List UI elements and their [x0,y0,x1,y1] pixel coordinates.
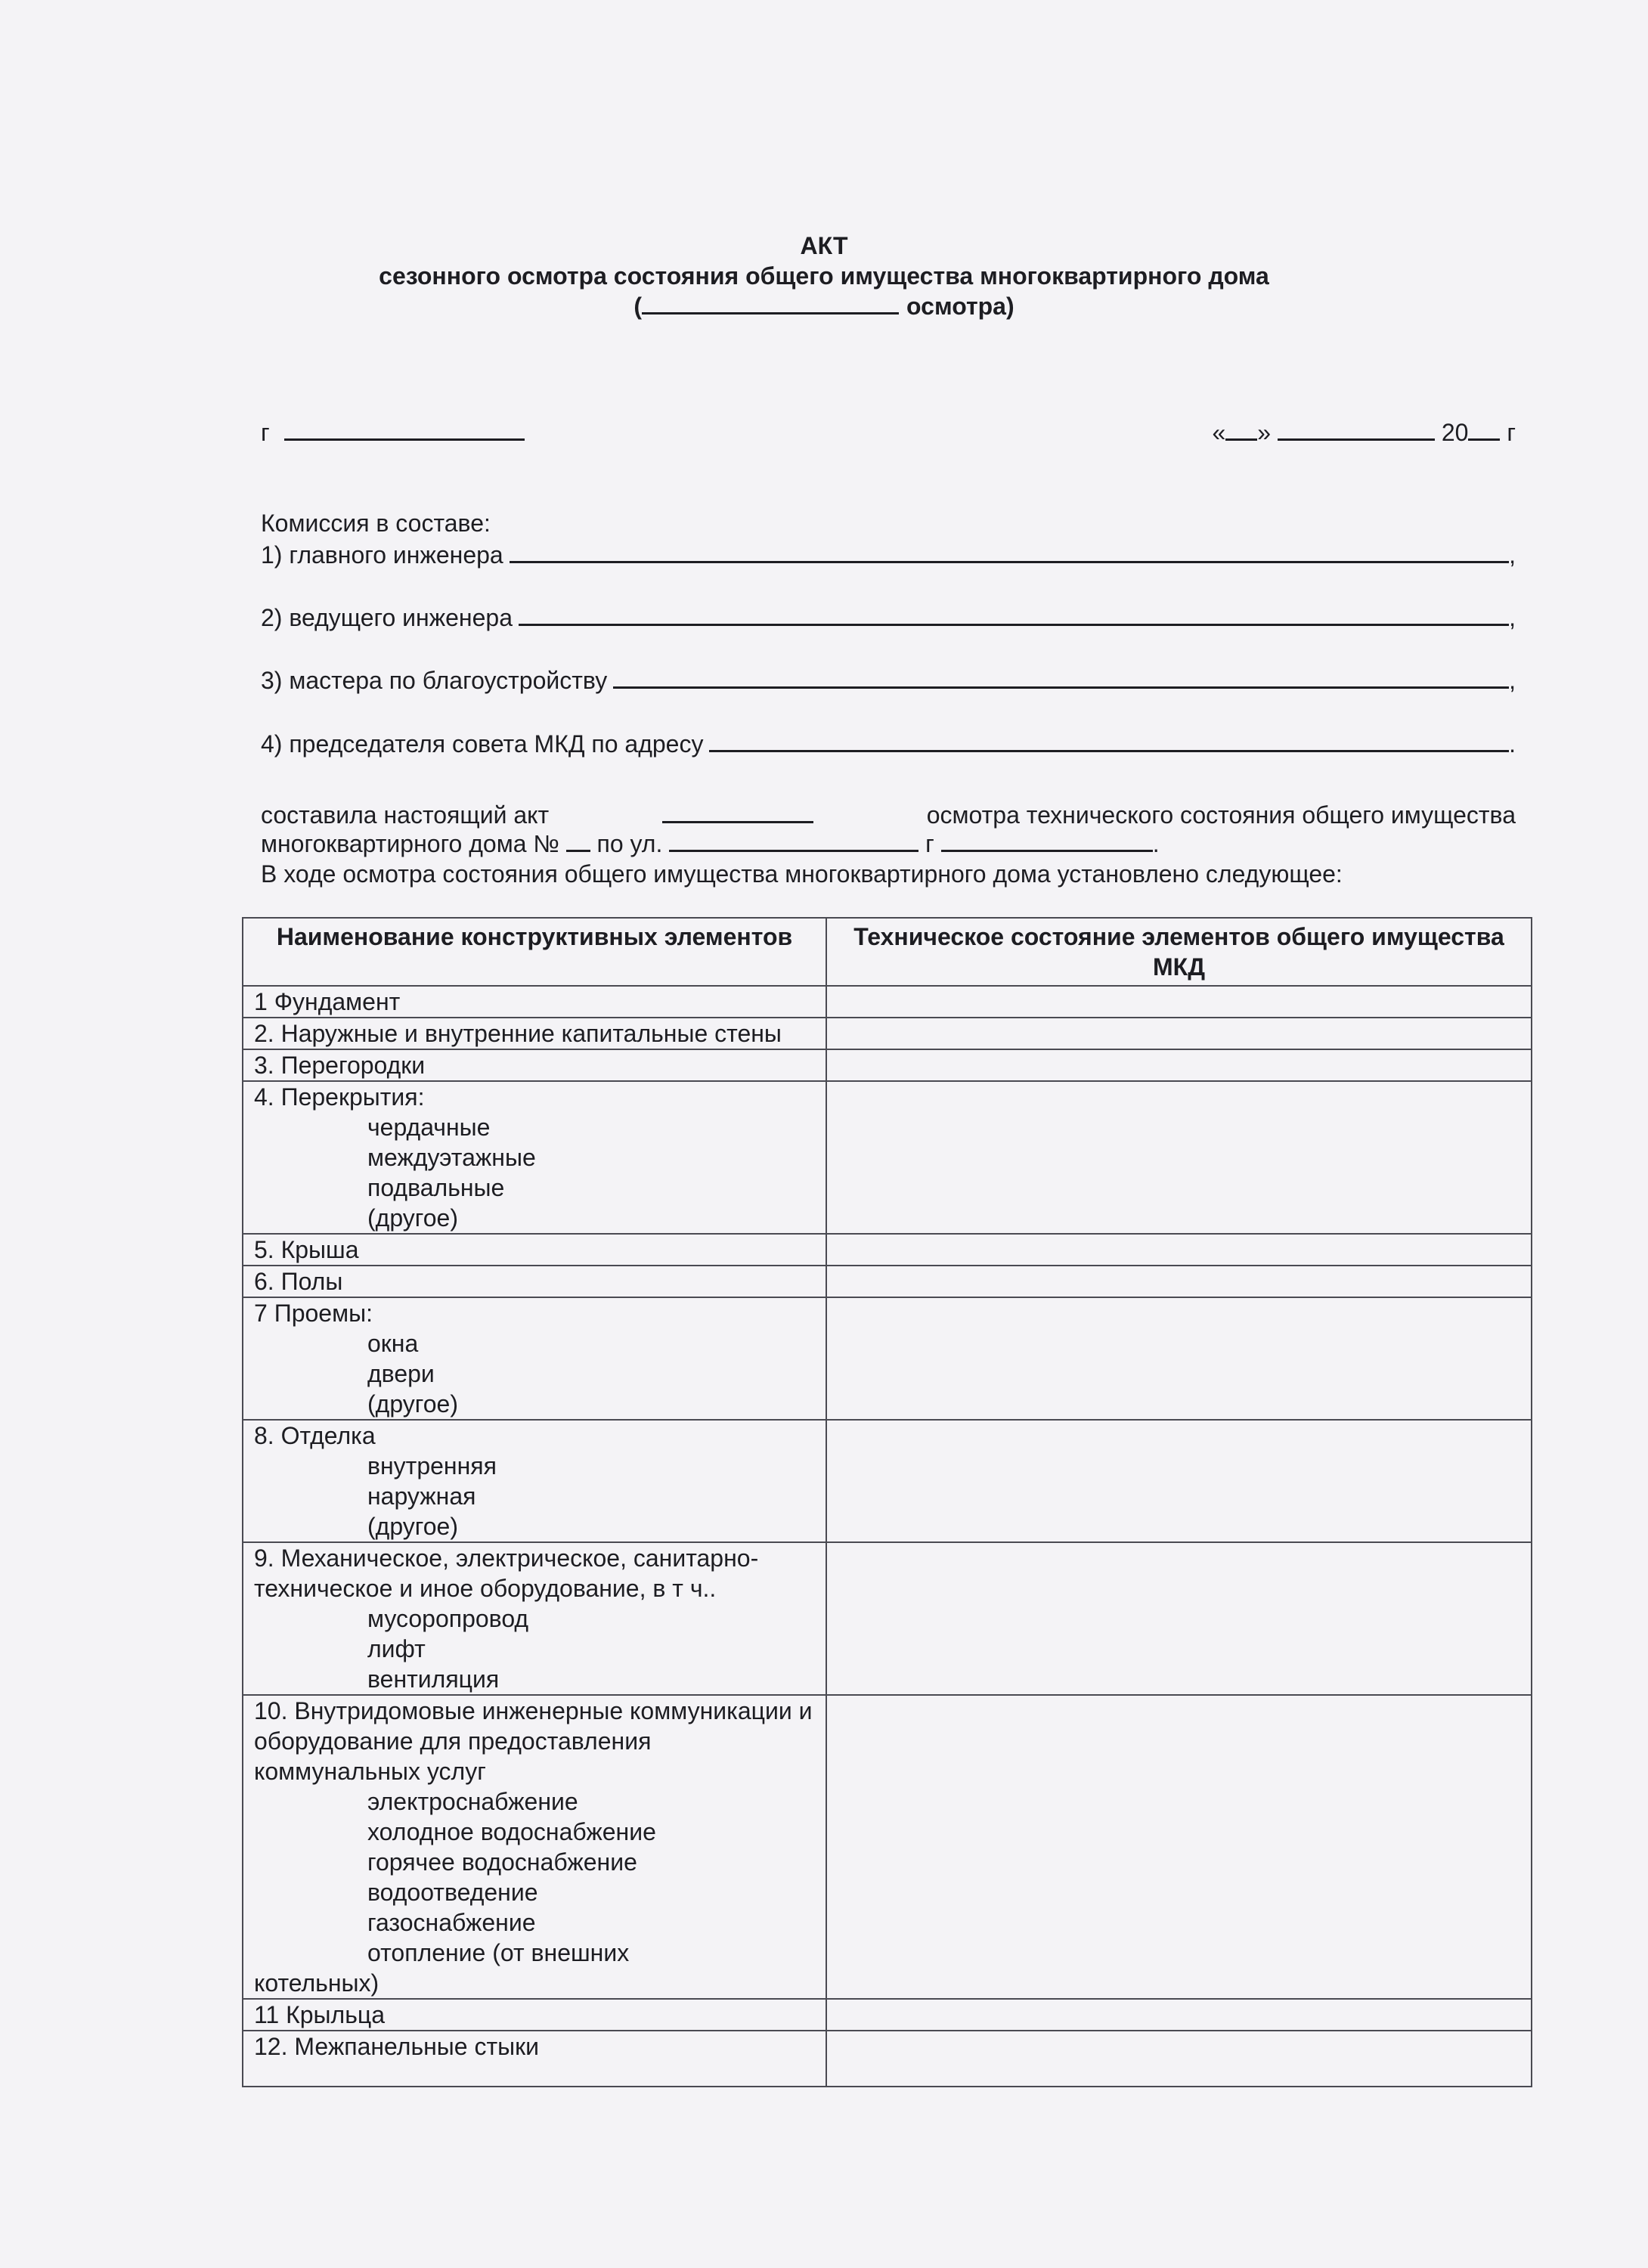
commission-member-4 [261,729,1516,759]
element-sub: окна [367,1330,419,1357]
inspection-type-label: осмотра) [906,293,1015,320]
member-address-blank[interactable] [709,730,1509,752]
statement-part6: . [1152,830,1160,857]
findings-text: В ходе осмотра состояния общего имущества многоквартирного дома установлено следующее: [261,860,1343,888]
house-number-blank[interactable] [566,830,590,852]
commission-intro: Комиссия в составе: [261,510,491,537]
element-sub: (другое) [367,1204,458,1232]
element-sub: водоотведение [367,1879,538,1906]
commission-member-1 [261,540,1516,570]
element-sub-tail: котельных) [254,1969,379,1997]
element-name [243,1018,826,1049]
table-row [243,986,1532,1018]
table-row [243,1297,1532,1420]
element-sub: подвальные [367,1174,505,1201]
member-end: , [1509,541,1516,569]
member-label: 3) мастера по благоустройству [261,667,608,694]
element-sub: наружная [367,1483,476,1510]
town-blank[interactable] [941,830,1153,852]
statement-line-2 [261,829,1516,859]
table-row [243,1234,1532,1266]
element-sub: холодное водоснабжение [367,1818,656,1845]
table-row [243,1049,1532,1081]
table-row [243,1081,1532,1234]
element-name [243,1081,826,1234]
year-prefix: 20 [1441,419,1469,446]
member-label: 1) главного инженера [261,541,503,569]
condition-cell[interactable] [826,1049,1532,1081]
element-title: 10. Внутридомовые инженерные коммуникации и оборудование для предоставления коммунальных услуг [254,1697,813,1785]
element-name [243,1297,826,1420]
element-name [243,2031,826,2087]
inspection-kind-blank[interactable] [662,801,813,823]
element-title: 5. Крыша [254,1236,359,1263]
condition-cell[interactable] [826,1999,1532,2031]
table-row [243,1018,1532,1049]
year-suffix: г [1507,419,1516,446]
condition-cell[interactable] [826,1081,1532,1234]
condition-cell[interactable] [826,1420,1532,1542]
statement-part4: по ул. [596,830,663,857]
statement-line-1 [261,800,1516,830]
element-name [243,1234,826,1266]
statement-part3: многоквартирного дома № [261,830,559,857]
condition-cell[interactable] [826,2031,1532,2087]
table-row [243,1542,1532,1695]
city-prefix: г [261,419,270,446]
condition-cell[interactable] [826,1266,1532,1297]
element-sub: внутренняя [367,1452,497,1479]
table-row [243,1266,1532,1297]
element-sub: двери [367,1360,435,1387]
month-blank[interactable] [1278,419,1435,441]
element-name [243,1420,826,1542]
element-title: 7 Проемы: [254,1300,373,1327]
commission-member-2 [261,603,1516,633]
member-label: 2) ведущего инженера [261,604,513,631]
statement-part1: составила настоящий акт [261,801,550,829]
table-row [243,1999,1532,2031]
table-row [243,2031,1532,2087]
element-name [243,1999,826,2031]
date-line [1212,417,1516,448]
element-name [243,1695,826,1999]
element-title: 6. Полы [254,1268,343,1295]
condition-cell[interactable] [826,1234,1532,1266]
inspection-type-open: ( [633,293,643,320]
element-name [243,1266,826,1297]
element-title: 4. Перекрытия: [254,1083,425,1111]
city-blank[interactable] [284,419,525,441]
statement-part5: г [925,830,934,857]
element-title: 3. Перегородки [254,1052,426,1079]
date-close: » [1257,419,1272,446]
member-name-blank[interactable] [613,667,1509,689]
element-sub: (другое) [367,1513,458,1540]
element-title: 11 Крыльца [254,2001,386,2028]
element-title: 1 Фундамент [254,988,401,1015]
element-name [243,986,826,1018]
col1-header: Наименование конструктивных элементов [243,918,826,986]
element-name [243,1049,826,1081]
element-sub: газоснабжение [367,1909,536,1936]
element-sub: отопление (от внешних [367,1939,630,1966]
condition-cell[interactable] [826,1297,1532,1420]
member-end: . [1509,730,1516,758]
year-blank[interactable] [1468,419,1500,441]
day-blank[interactable] [1225,419,1257,441]
col2-header: Техническое состояние элементов общего имущества МКД [826,918,1532,986]
condition-cell[interactable] [826,1695,1532,1999]
date-open: « [1212,419,1226,446]
member-end: , [1509,667,1516,694]
member-name-blank[interactable] [519,604,1509,626]
element-name [243,1542,826,1695]
element-title: 2. Наружные и внутренние капитальные стены [254,1020,782,1047]
document-title: АКТ [800,232,848,259]
element-sub: чердачные [367,1114,491,1141]
member-label: 4) председателя совета МКД по адресу [261,730,704,758]
element-sub: вентиляция [367,1665,500,1693]
element-sub: электроснабжение [367,1788,578,1815]
element-sub: лифт [367,1635,426,1662]
member-name-blank[interactable] [510,541,1509,563]
table-row [243,1695,1532,1999]
condition-cell[interactable] [826,986,1532,1018]
member-end: , [1509,604,1516,631]
table-header-row [243,918,1532,986]
street-blank[interactable] [669,830,918,852]
element-title: 12. Межпанельные стыки [254,2033,539,2060]
element-sub: мусоропровод [367,1605,529,1632]
inspection-table [242,917,1532,2087]
element-sub: (другое) [367,1390,458,1418]
inspection-type-blank[interactable] [642,294,899,314]
condition-cell[interactable] [826,1542,1532,1695]
document-subtitle: сезонного осмотра состояния общего имущества многоквартирного дома [379,262,1269,290]
element-sub: междуэтажные [367,1144,536,1171]
condition-cell[interactable] [826,1018,1532,1049]
commission-member-3 [261,665,1516,696]
element-sub: горячее водоснабжение [367,1848,637,1876]
statement-part2: осмотра технического состояния общего имущества [926,801,1516,829]
table-row [243,1420,1532,1542]
title-block [0,231,1648,321]
inspection-type-line [0,291,1648,321]
element-title: 9. Механическое, электрическое, санитарно-техническое и иное оборудование, в т ч.. [254,1545,759,1602]
element-title: 8. Отделка [254,1422,376,1449]
